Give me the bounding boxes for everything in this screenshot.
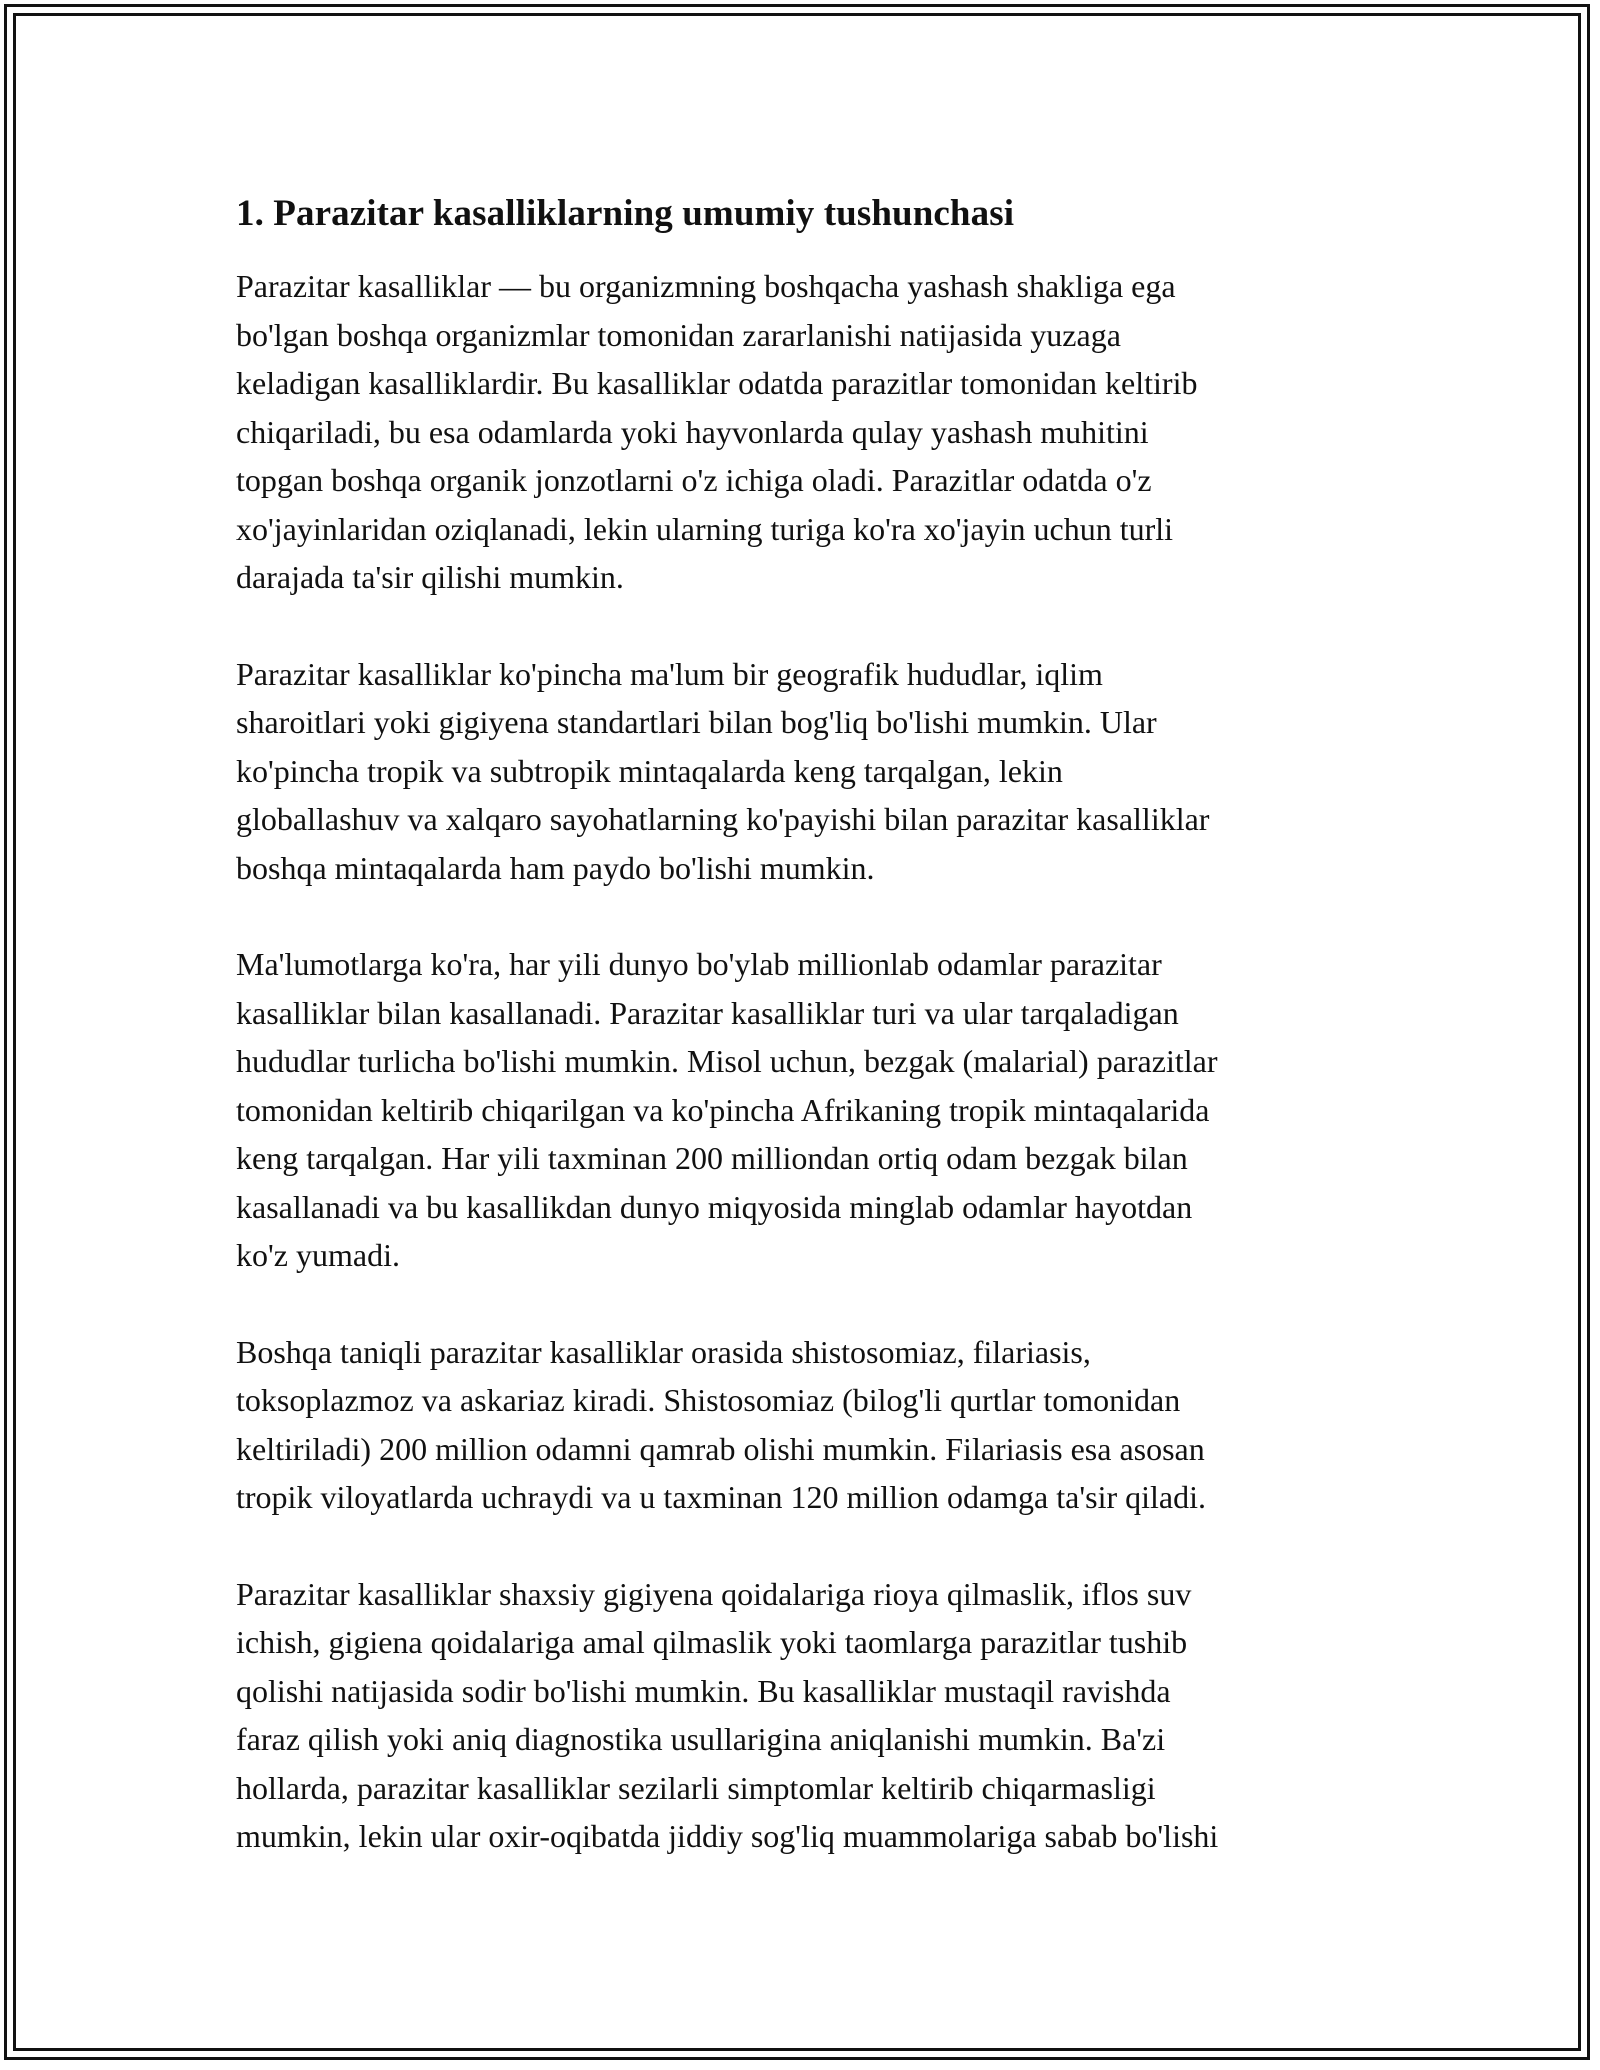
text-line: faraz qilish yoki aniq diagnostika usullarigina aniqlanishi mumkin. Ba'zi (236, 1721, 1166, 1757)
text-line: Parazitar kasalliklar shaxsiy gigiyena qoidalariga rioya qilmaslik, iflos suv (236, 1575, 1192, 1612)
text-line: Parazitar kasalliklar — bu organizmning boshqacha yashash shakliga ega (236, 268, 1176, 304)
text-line: ichish, gigiena qoidalariga amal qilmaslik yoki taomlarga parazitlar tushib (236, 1624, 1188, 1660)
section-heading: 1. Parazitar kasalliklarning umumiy tushunchasi (236, 193, 1015, 234)
text-line: darajada ta'sir qilishi mumkin. (236, 559, 624, 595)
text-line: chiqariladi, bu esa odamlarda yoki hayvonlarda qulay yashash muhitini (236, 413, 1149, 450)
text-line: kasallanadi va bu kasallikdan dunyo miqyosida minglab odamlar hayotdan (236, 1188, 1193, 1225)
text-line: Ma'lumotlarga ko'ra, har yili dunyo bo'ylab millionlab odamlar parazitar (236, 946, 1162, 982)
text-line: kasalliklar bilan kasallanadi. Parazitar kasalliklar turi va ular tarqaladigan (236, 994, 1179, 1031)
document-body (236, 186, 1376, 1909)
paragraph-5 (236, 1570, 1376, 1861)
text-line: sharoitlari yoki gigiyena standartlari bilan bog'liq bo'lishi mumkin. Ular (236, 704, 1157, 740)
paragraph-4 (236, 1328, 1376, 1522)
text-line: tropik viloyatlarda uchraydi va u taxminan 120 million odamga ta'sir qiladi. (236, 1479, 1206, 1515)
text-line: keltiriladi) 200 million odamni qamrab olishi mumkin. Filariasis esa asosan (236, 1430, 1205, 1467)
text-line: globallashuv va xalqaro sayohatlarning ko'payishi bilan parazitar kasalliklar (236, 801, 1210, 837)
text-line: topgan boshqa organik jonzotlarni o'z ichiga oladi. Parazitlar odatda o'z (236, 462, 1152, 498)
text-line: Boshqa taniqli parazitar kasalliklar orasida shistosomiaz, filariasis, (236, 1333, 1091, 1370)
paragraph-2 (236, 650, 1376, 893)
text-line: mumkin, lekin ular oxir-oqibatda jiddiy sog'liq muammolariga sabab bo'lishi (236, 1818, 1219, 1854)
text-line: keladigan kasalliklardir. Bu kasalliklar odatda parazitlar tomonidan keltirib (236, 365, 1198, 401)
text-line: bo'lgan boshqa organizmlar tomonidan zararlanishi natijasida yuzaga (236, 316, 1121, 353)
text-line: xo'jayinlaridan oziqlanadi, lekin ularning turiga ko'ra xo'jayin uchun turli (236, 510, 1174, 547)
text-line: keng tarqalgan. Har yili taxminan 200 milliondan ortiq odam bezgak bilan (236, 1140, 1188, 1176)
text-line: ko'z yumadi. (236, 1237, 400, 1273)
paragraph-3 (236, 940, 1376, 1280)
text-line: tomonidan keltirib chiqarilgan va ko'pincha Afrikaning tropik mintaqalarida (236, 1091, 1210, 1128)
text-line: Parazitar kasalliklar ko'pincha ma'lum bir geografik hududlar, iqlim (236, 655, 1103, 692)
text-line: hududlar turlicha bo'lishi mumkin. Misol uchun, bezgak (malarial) parazitlar (236, 1043, 1218, 1079)
text-line: boshqa mintaqalarda ham paydo bo'lishi mumkin. (236, 849, 875, 886)
text-line: hollarda, parazitar kasalliklar sezilarli simptomlar keltirib chiqarmasligi (236, 1769, 1156, 1806)
text-line: ko'pincha tropik va subtropik mintaqalarda keng tarqalgan, lekin (236, 752, 1063, 789)
text-line: toksoplazmoz va askariaz kiradi. Shistosomiaz (bilog'li qurtlar tomonidan (236, 1382, 1181, 1418)
text-line: qolishi natijasida sodir bo'lishi mumkin. Bu kasalliklar mustaqil ravishda (236, 1672, 1171, 1709)
paragraph-1 (236, 262, 1376, 602)
